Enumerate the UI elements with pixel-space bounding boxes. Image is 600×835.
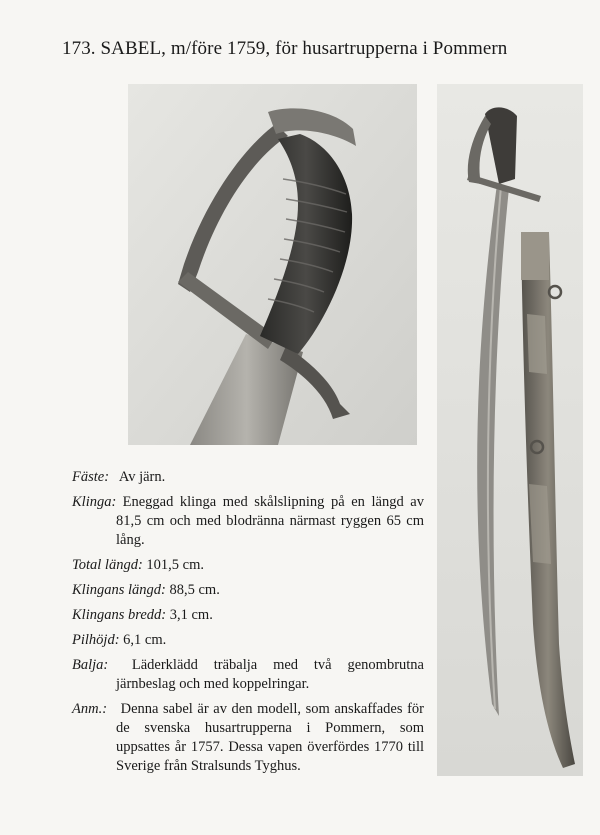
sabre-scabbard-illustration (437, 84, 583, 776)
spec-anm (72, 700, 424, 776)
spec-value: Läderklädd träbalja med två genombrutna järnbeslag och med koppelringar. (116, 657, 424, 692)
spec-label: Total längd: (72, 557, 143, 573)
spec-value: Av järn. (116, 469, 166, 485)
specifications (72, 468, 424, 782)
spec-label: Pilhöjd: (72, 632, 120, 648)
spec-label: Fäste: (72, 469, 110, 485)
spec-label: Anm.: (72, 701, 108, 717)
hilt-illustration (128, 84, 417, 445)
spec-value: 3,1 cm. (166, 607, 213, 623)
spec-faste (72, 468, 424, 487)
spec-klingans-bredd (72, 606, 424, 625)
spec-value: Eneggad klinga med skålslipning på en längd av 81,5 cm och med blodränna närmast ryggen 65 cm lång. (116, 494, 424, 548)
spec-value: 88,5 cm. (165, 582, 220, 598)
spec-label: Klingans bredd: (72, 607, 167, 623)
sabre-scabbard-photo (437, 84, 583, 776)
spec-klingans-langd (72, 581, 424, 600)
spec-total-langd (72, 556, 424, 575)
page-title: 173. SABEL, m/före 1759, för husartrupperna i Pommern (62, 38, 508, 59)
spec-value: 6,1 cm. (119, 632, 167, 648)
spec-label: Klingans längd: (72, 582, 166, 598)
spec-label: Klinga: (72, 494, 117, 510)
spec-value: 101,5 cm. (142, 557, 204, 573)
spec-label: Balja: (72, 657, 109, 673)
spec-value: Denna sabel är av den modell, som anskaffades för de svenska husartrupperna i Pommern, som uppsattes år 1757. Dessa vapen överfördes 1770 till Sverige från Stralsunds Tyghus. (116, 701, 424, 774)
spec-pilhojd (72, 631, 424, 650)
hilt-photo (128, 84, 417, 445)
spec-balja (72, 656, 424, 694)
spec-klinga (72, 493, 424, 550)
